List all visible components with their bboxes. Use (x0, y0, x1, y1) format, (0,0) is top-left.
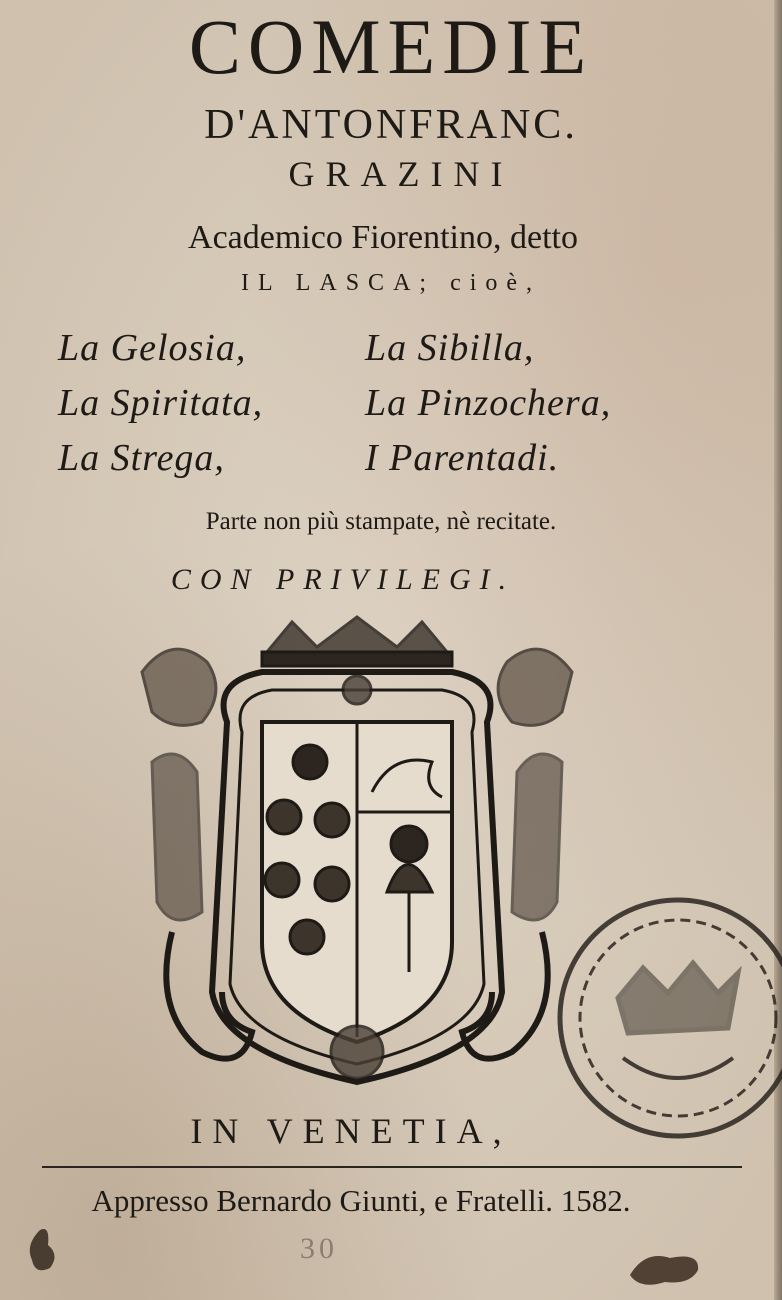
play-title: La Sibilla, (365, 327, 535, 369)
nickname-line: IL LASCA; cioè, (240, 270, 542, 296)
divider-rule (42, 1166, 742, 1168)
imprint-line: Appresso Bernardo Giunti, e Fratelli. 1582. (91, 1183, 631, 1218)
manuscript-mark: 30 (300, 1232, 338, 1265)
edition-note: Parte non più stampate, nè recitate. (205, 508, 557, 535)
academy-line: Academico Fiorentino, detto (188, 219, 578, 256)
ink-stain-icon (620, 1240, 710, 1295)
play-title: La Strega, (58, 437, 225, 479)
play-title: La Spiritata, (58, 382, 264, 424)
play-title: La Pinzochera, (365, 382, 612, 424)
play-title: La Gelosia, (58, 327, 247, 369)
author-line: D'ANTONFRANC. (204, 102, 578, 148)
city-line: IN VENETIA, (190, 1111, 512, 1151)
privilege-line: CON PRIVILEGI. (170, 563, 516, 596)
ink-stain-icon (20, 1220, 80, 1280)
coat-of-arms-icon (132, 612, 582, 1102)
play-title: I Parentadi. (365, 437, 560, 479)
title-comedie: COMEDIE (188, 3, 594, 90)
author-surname: GRAZINI (288, 154, 514, 194)
